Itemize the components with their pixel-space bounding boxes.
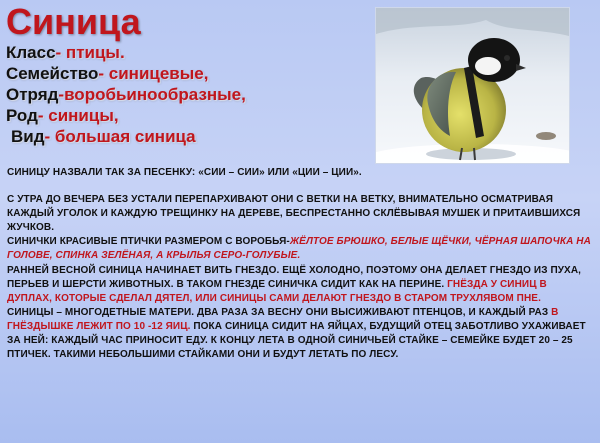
highlight-segment: ГНЁЗДА У СИНИЦ В ДУПЛАХ, КОТОРЫЕ СДЕЛАЛ ДЯТЕЛ, ИЛИ СИНИЦЫ САМИ ДЕЛАЮТ ГНЕЗДО В СТАРОМ ТРУХЛЯВОМ ПНЕ. [7,278,547,304]
paragraph [7,193,592,235]
taxonomy-label: Семейство [6,64,99,83]
taxonomy-family [6,63,246,84]
paragraph [7,235,592,263]
taxonomy-label: Род [6,106,38,125]
taxonomy-value: - большая синица [44,127,196,146]
taxonomy-label: Вид [11,127,45,146]
page-title: Синица [6,1,141,42]
highlight-segment: ЖЁЛТОЕ БРЮШКО, БЕЛЫЕ ЩЁЧКИ, ЧЁРНАЯ ШАПОЧКА НА ГОЛОВЕ, СПИНКА ЗЕЛЁНАЯ, А КРЫЛЬЯ СЕРО-ГОЛУБЫЕ. [7,236,591,262]
taxonomy-genus [6,105,246,126]
text-segment: СИНИЧКИ КРАСИВЫЕ ПТИЧКИ РАЗМЕРОМ С ВОРОБЬЯ- [7,236,290,248]
taxonomy-label: Отряд [6,85,59,104]
taxonomy-list [6,42,246,147]
taxonomy-value: - синицы, [37,106,119,125]
great-tit-photo [375,7,570,164]
taxonomy-species [6,126,246,147]
highlight-segment: В ГНЁЗДЫШКЕ ЛЕЖИТ ПО 10 -12 ЯИЦ. [7,306,559,332]
text-segment: С УТРА ДО ВЕЧЕРА БЕЗ УСТАЛИ ПЕРЕПАРХИВАЮТ ОНИ С ВЕТКИ НА ВЕТКУ, ВНИМАТЕЛЬНО ОСМАТРИВАЯ КАЖДЫЙ УГОЛОК И КАЖДУЮ ТРЕЩИНКУ НА ДЕРЕВЕ, БЕСПРЕСТАННО СКЛЁВЫВАЯ МУШЕК И ПРИТАИВШИХСЯ ЖУЧКОВ. [7,194,581,234]
taxonomy-class [6,42,246,63]
text-segment: СИНИЦУ НАЗВАЛИ ТАК ЗА ПЕСЕНКУ: «СИИ – СИИ» ИЛИ «ЦИИ – ЦИИ». [7,167,362,178]
article-text [7,166,592,362]
text-segment: РАННЕЙ ВЕСНОЙ СИНИЦА НАЧИНАЕТ ВИТЬ ГНЕЗДО. ЕЩЁ ХОЛОДНО, ПОЭТОМУ ОНА ДЕЛАЕТ ГНЕЗДО ИЗ ПУХА, ПЕРЬЕВ И ШЕРСТИ ЖИВОТНЫХ. В ТАКОМ ГНЕЗДЕ СИНИЧКА СИДИТ КАК НА ПЕРИНЕ. [7,264,582,290]
paragraph [7,306,592,362]
text-segment: СИНИЦЫ – МНОГОДЕТНЫЕ МАТЕРИ. ДВА РАЗА ЗА ВЕСНУ ОНИ ВЫСИЖИВАЮТ ПТЕНЦОВ, И КАЖДЫЙ РАЗ [7,306,552,318]
taxonomy-label: Класс [6,43,56,62]
paragraph [7,166,592,180]
text-segment: ПОКА СИНИЦА СИДИТ НА ЯЙЦАХ, БУДУЩИЙ ОТЕЦ ЗАБОТЛИВО УХАЖИВАЕТ ЗА НЕЙ: КАЖДЫЙ ЧАС ПРИНОСИТ ЕДУ. К КОНЦУ ЛЕТА В ОДНОЙ СИНИЧЬЕЙ СТАЙКЕ – СЕМЕЙКЕ БУДЕТ 20 – 25 ПТИЧЕК. ТАКИМИ НЕБОЛЬШИМИ СТАЙКАМИ ОНИ И БУДУТ ЛЕТАТЬ ПО ЛЕСУ. [7,320,586,361]
taxonomy-value: - синицевые, [98,64,209,83]
taxonomy-value: - птицы. [55,43,125,62]
paragraph [7,264,592,306]
taxonomy-order [6,84,246,105]
taxonomy-value: -воробьинообразные, [58,85,246,104]
